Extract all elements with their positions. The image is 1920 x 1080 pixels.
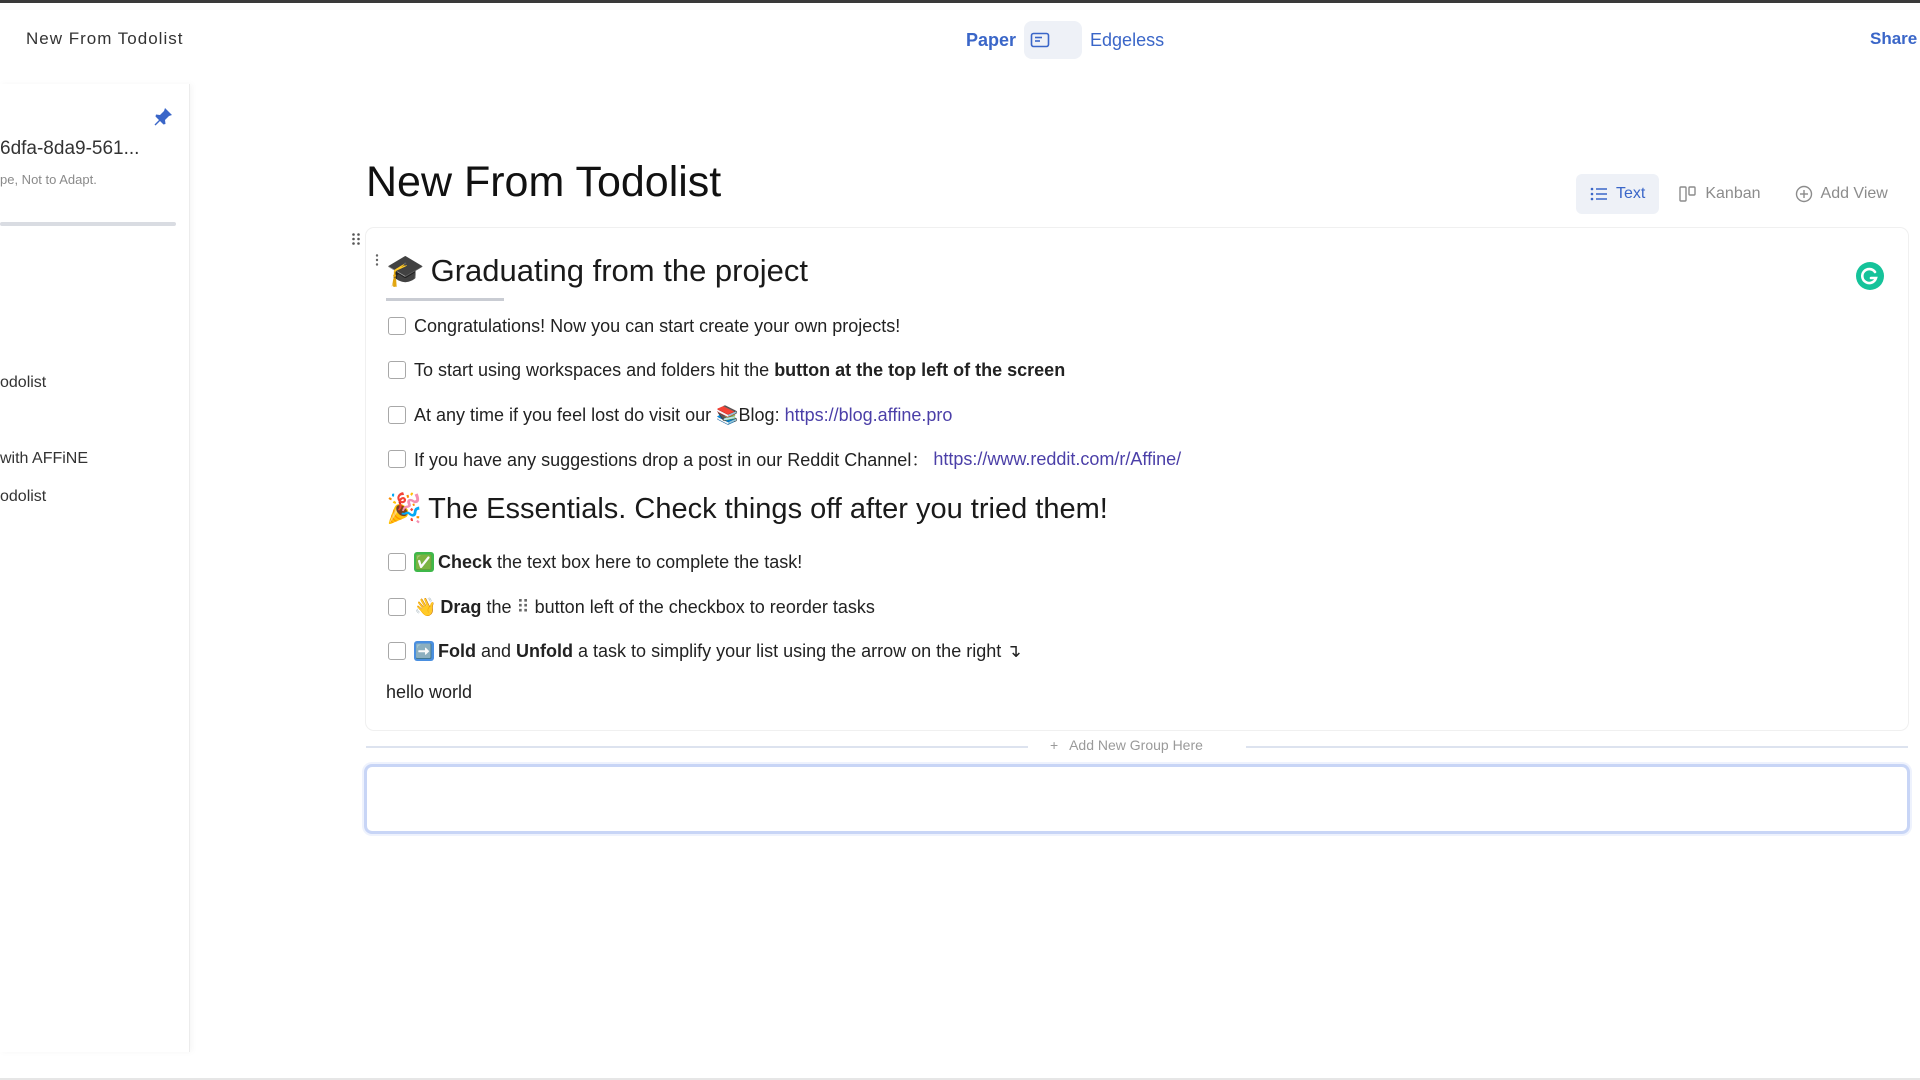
sidebar-divider [0, 222, 176, 226]
add-view-button[interactable] [1781, 174, 1902, 214]
grammarly-g-icon [1856, 262, 1884, 290]
list-item [388, 547, 802, 577]
task-checkbox[interactable] [388, 450, 406, 468]
task-text[interactable]: and [476, 640, 517, 661]
task-text[interactable]: a task to simplify your list using the arrow on the right [573, 640, 1007, 661]
task-bold-text[interactable]: button at the top left of the screen [774, 359, 1066, 380]
new-block-input[interactable] [364, 764, 1910, 834]
page-title[interactable]: New From Todolist [366, 158, 722, 206]
list-item [388, 355, 1065, 385]
header [0, 3, 1920, 77]
paper-mode-button[interactable]: Paper [966, 29, 1017, 50]
drag-handle-icon[interactable] [351, 232, 361, 246]
plus-circle-icon [1795, 185, 1813, 203]
add-new-group-button[interactable]: + Add New Group Here [1050, 737, 1203, 753]
task-text[interactable]: Congratulations! Now you can start create your own projects! [414, 315, 901, 336]
reddit-link[interactable]: https://www.reddit.com/r/Affine/ [933, 448, 1182, 469]
check-mark-icon: ✅ [414, 552, 434, 572]
section-heading-essentials[interactable] [386, 492, 1108, 526]
list-item [388, 400, 952, 430]
mode-switch [966, 21, 1164, 59]
share-button[interactable]: Share [1870, 29, 1918, 48]
add-view-label: Add View [1820, 185, 1888, 202]
list-item [388, 636, 1021, 666]
tab-kanban-label: Kanban [1705, 185, 1761, 202]
header-doc-title: New From Todolist [26, 29, 184, 48]
tab-text[interactable] [1576, 174, 1659, 214]
mode-toggle[interactable] [1024, 21, 1082, 59]
edgeless-mode-button[interactable]: Edgeless [1090, 29, 1165, 50]
task-checkbox[interactable] [388, 406, 406, 424]
task-text[interactable]: the text box here to complete the task! [492, 551, 803, 572]
task-text[interactable]: button left of the checkbox to reorder tasks [529, 596, 875, 617]
task-bold-text[interactable]: Check [438, 551, 493, 572]
drag-dots-icon: ⠿ [516, 596, 530, 617]
waving-hand-icon: 👋 [414, 596, 437, 617]
party-popper-icon: 🎉 [386, 493, 423, 525]
task-bold-text[interactable]: Unfold [516, 640, 574, 661]
task-checkbox[interactable] [388, 642, 406, 660]
task-text[interactable]: At any time if you feel lost do visit our 📚Blog: [414, 404, 785, 425]
task-text[interactable]: If you have any suggestions drop a post in our Reddit Channel： [414, 450, 930, 470]
list-icon [1590, 186, 1608, 202]
sidebar [0, 84, 190, 1052]
task-checkbox[interactable] [388, 553, 406, 571]
page-icon [1030, 32, 1050, 48]
tab-kanban[interactable] [1665, 174, 1774, 214]
view-tabs [1576, 172, 1902, 216]
grammarly-icon[interactable] [1856, 262, 1884, 290]
sidebar-item-todolist-2[interactable]: odolist [0, 488, 47, 505]
task-bold-text[interactable]: Drag [440, 596, 482, 617]
kanban-icon [1679, 186, 1697, 202]
group-divider-left [366, 746, 1028, 748]
task-text[interactable]: the [481, 596, 517, 617]
pin-icon[interactable] [152, 106, 174, 128]
blog-link[interactable]: https://blog.affine.pro [784, 404, 953, 425]
task-checkbox[interactable] [388, 317, 406, 335]
heading-underline [386, 298, 504, 301]
list-item [388, 592, 875, 622]
task-text[interactable]: To start using workspaces and folders hit the [414, 359, 775, 380]
tab-text-label: Text [1616, 185, 1646, 202]
list-item [388, 311, 900, 341]
fold-arrow-icon[interactable]: ↴ [1006, 640, 1022, 661]
section-heading-text: Graduating from the project [430, 252, 808, 288]
sidebar-item-affine[interactable]: with AFFiNE [0, 450, 89, 467]
section-heading-text: The Essentials. Check things off after you tried them! [428, 492, 1108, 525]
task-checkbox[interactable] [388, 598, 406, 616]
right-arrow-icon: ➡️ [414, 641, 434, 661]
sidebar-doc-subtitle: pe, Not to Adapt. [0, 172, 97, 187]
sidebar-doc-id[interactable]: 6dfa-8da9-561... [0, 138, 140, 159]
sidebar-item-todolist[interactable]: odolist [0, 374, 47, 391]
graduation-cap-icon: 🎓 [386, 253, 425, 288]
group-divider-right [1246, 746, 1908, 748]
task-checkbox[interactable] [388, 361, 406, 379]
block-handle-icon[interactable] [374, 253, 380, 267]
task-bold-text[interactable]: Fold [438, 640, 476, 661]
list-item [388, 444, 1181, 474]
section-heading-graduating[interactable] [386, 252, 808, 289]
paragraph-text[interactable]: hello world [386, 682, 473, 702]
